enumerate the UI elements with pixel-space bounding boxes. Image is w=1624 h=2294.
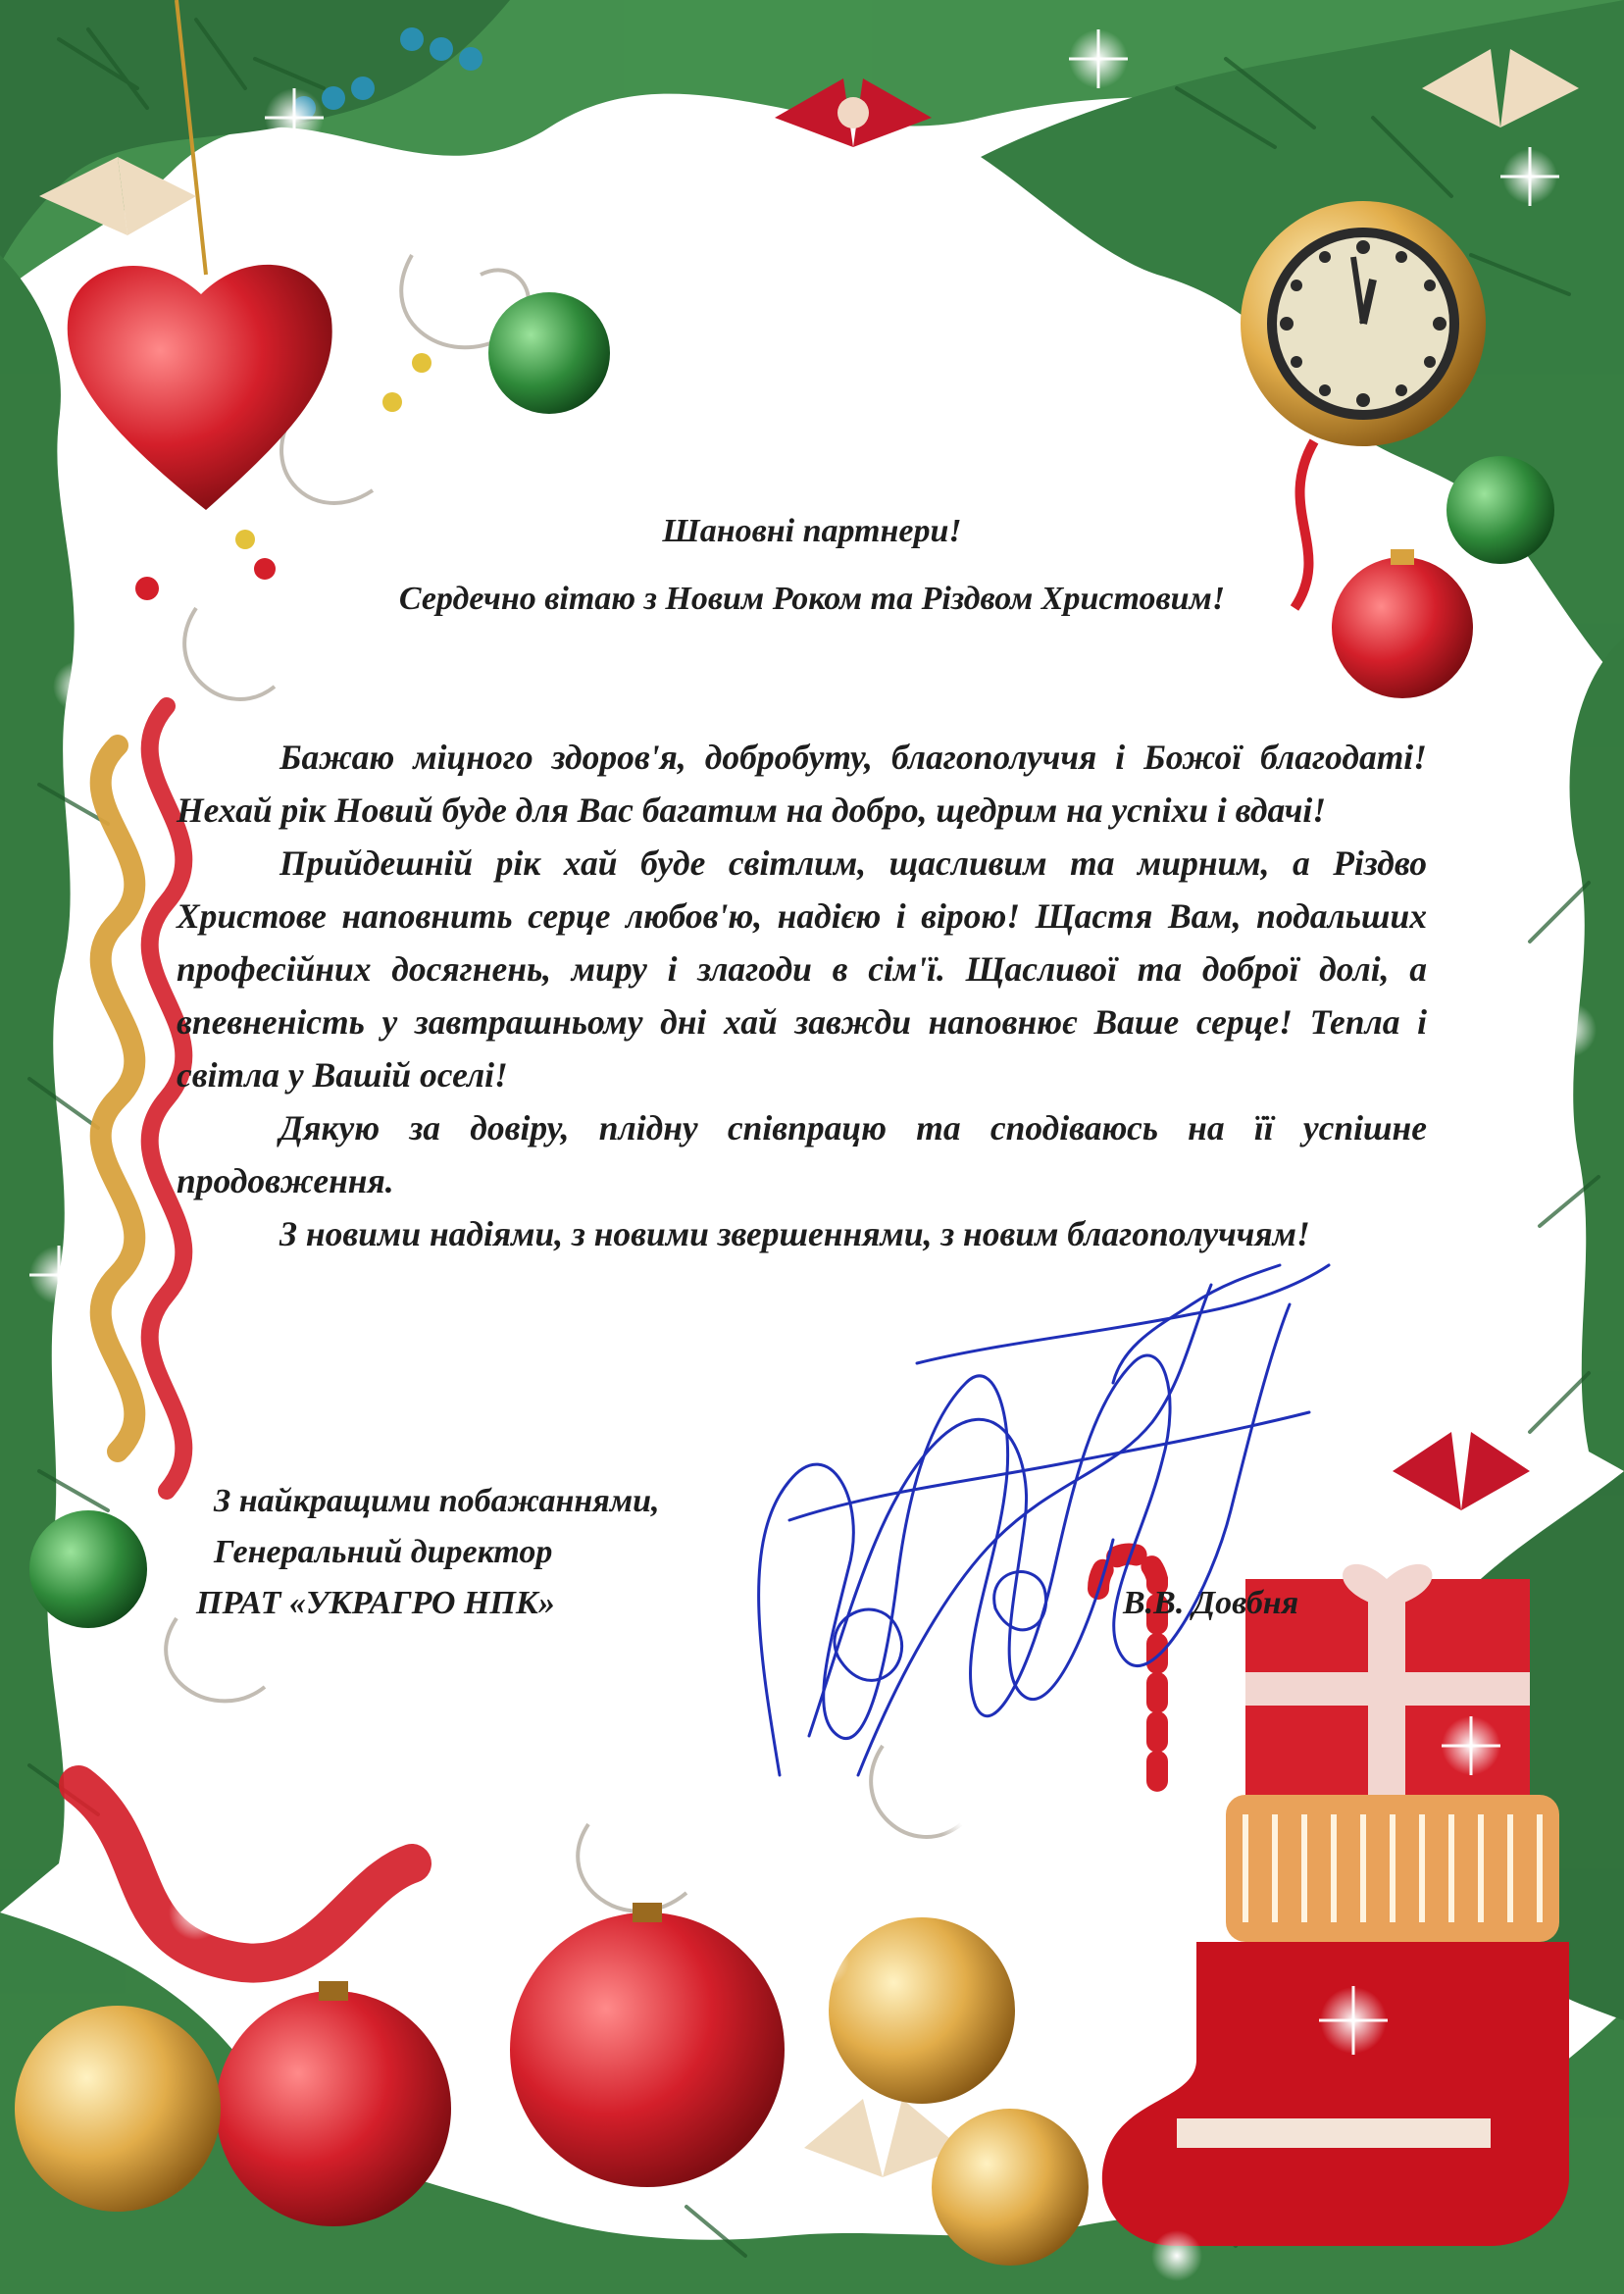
paragraph: Дякую за довіру, плідну співпрацю та сподіваюсь на її успішне продовження. — [177, 1108, 1427, 1200]
letter-body — [177, 731, 1427, 1260]
paragraph: Прийдешній рік хай буде світлим, щасливим та мирним, а Різдво Христове наповнить серце любов'ю, надією і вірою! Щастя Вам, подальших професійних досягнень, миру і злагоди в сім'ї. Щасливої та доброї долі, а впевненість у завтрашньому дні хай завжди наповнює Ваше серце! Тепла і світла у Вашій оселі! — [177, 843, 1427, 1095]
closing-regards: З найкращими побажаннями, — [214, 1483, 660, 1519]
paragraph: З новими надіями, з новими звершеннями, з новим благополуччям! — [279, 1214, 1310, 1253]
closing-company: ПРАТ «УКРАГРО НПК» — [196, 1585, 555, 1621]
clock-ornament — [1241, 201, 1486, 446]
red-bauble-right — [1294, 441, 1473, 698]
paragraph: Бажаю міцного здоров'я, добробуту, благополуччя і Божої благодаті! Нехай рік Новий буде для Вас багатим на добро, щедрим на успіхи і вдачі! — [177, 738, 1427, 830]
salutation: Шановні партнери! — [662, 513, 962, 549]
handwritten-signature — [701, 1246, 1348, 1795]
signatory-name: В.В. Довбня — [1123, 1585, 1299, 1621]
closing-position: Генеральний директор — [214, 1534, 553, 1570]
greeting-line: Сердечно вітаю з Новим Роком та Різдвом Христовим! — [398, 581, 1226, 617]
green-bauble — [488, 292, 610, 414]
red-bauble-bottom — [510, 1912, 785, 2187]
